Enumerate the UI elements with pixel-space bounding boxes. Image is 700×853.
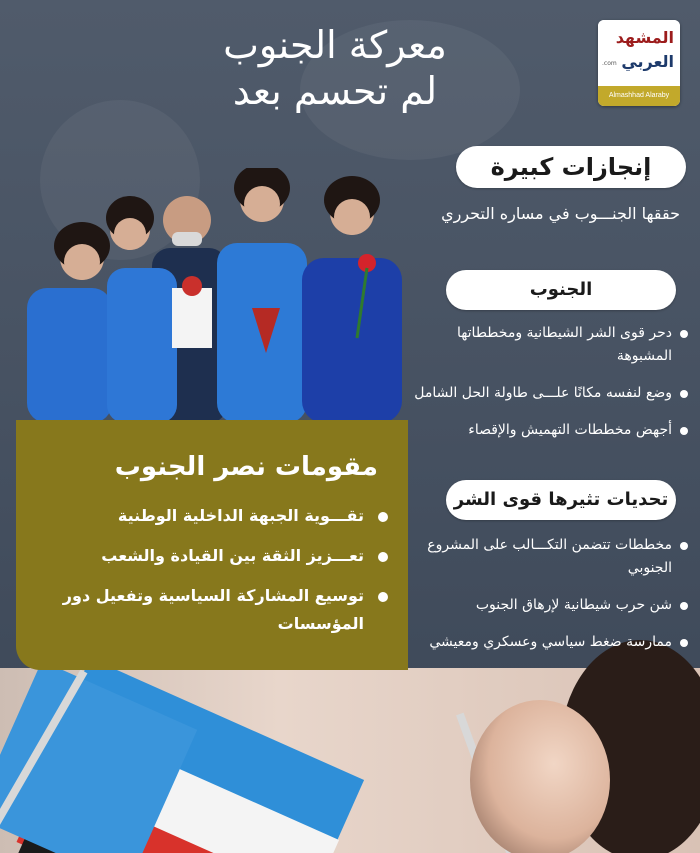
list-item: تعـــزيز الثقة بين القيادة والشعب	[60, 542, 390, 570]
list-item: وضع لنفسه مكانًا علـــى طاولة الحل الشامل	[412, 382, 688, 405]
bullet-icon	[378, 552, 388, 562]
bullet-icon	[680, 427, 688, 435]
south-title: الجنوب	[446, 270, 676, 310]
headline	[170, 22, 500, 114]
bullet-icon	[680, 542, 688, 550]
group-photo	[22, 168, 412, 423]
group-photo-illustration	[22, 168, 412, 423]
girl-face	[470, 700, 610, 853]
bullet-icon	[378, 512, 388, 522]
logo-latin-name: Almashhad Alaraby	[598, 86, 680, 106]
bullet-icon	[378, 592, 388, 602]
achievements-title: إنجازات كبيرة	[456, 146, 686, 188]
headline-line1: معركة الجنوب	[223, 23, 447, 67]
challenges-title: تحديات تثيرها قوى الشر	[446, 480, 676, 520]
list-item: مخططات تتضمن التكـــالب على المشروع الجنوبي	[412, 534, 688, 580]
logo-suffix: .com	[602, 60, 617, 67]
bullet-icon	[680, 602, 688, 610]
list-item: تقـــوية الجبهة الداخلية الوطنية	[60, 502, 390, 530]
victory-list	[60, 502, 390, 650]
list-item: دحر قوى الشر الشيطانية ومخططاتها المشبوهة	[412, 322, 688, 368]
achievements-text: حققها الجنـــوب في مساره التحرري	[441, 204, 680, 223]
victory-title: مقومات نصر الجنوب	[114, 452, 378, 482]
logo-text-line2: العربي	[621, 52, 674, 71]
list-item: توسيع المشاركة السياسية وتفعيل دور المؤسسات	[60, 582, 390, 638]
bullet-icon	[680, 390, 688, 398]
site-logo[interactable]	[598, 20, 680, 106]
bullet-icon	[680, 639, 688, 647]
bullet-icon	[680, 330, 688, 338]
list-item: أجهض مخططات التهميش والإقصاء	[412, 419, 688, 442]
headline-line2: لم تحسم بعد	[232, 69, 438, 113]
challenges-list	[412, 534, 688, 668]
list-item: ممارسة ضغط سياسي وعسكري ومعيشي	[412, 631, 688, 654]
south-list	[412, 322, 688, 456]
list-item: شن حرب شيطانية لإرهاق الجنوب	[412, 594, 688, 617]
victory-box	[16, 420, 408, 670]
logo-text-line1: المشهد	[615, 28, 674, 47]
